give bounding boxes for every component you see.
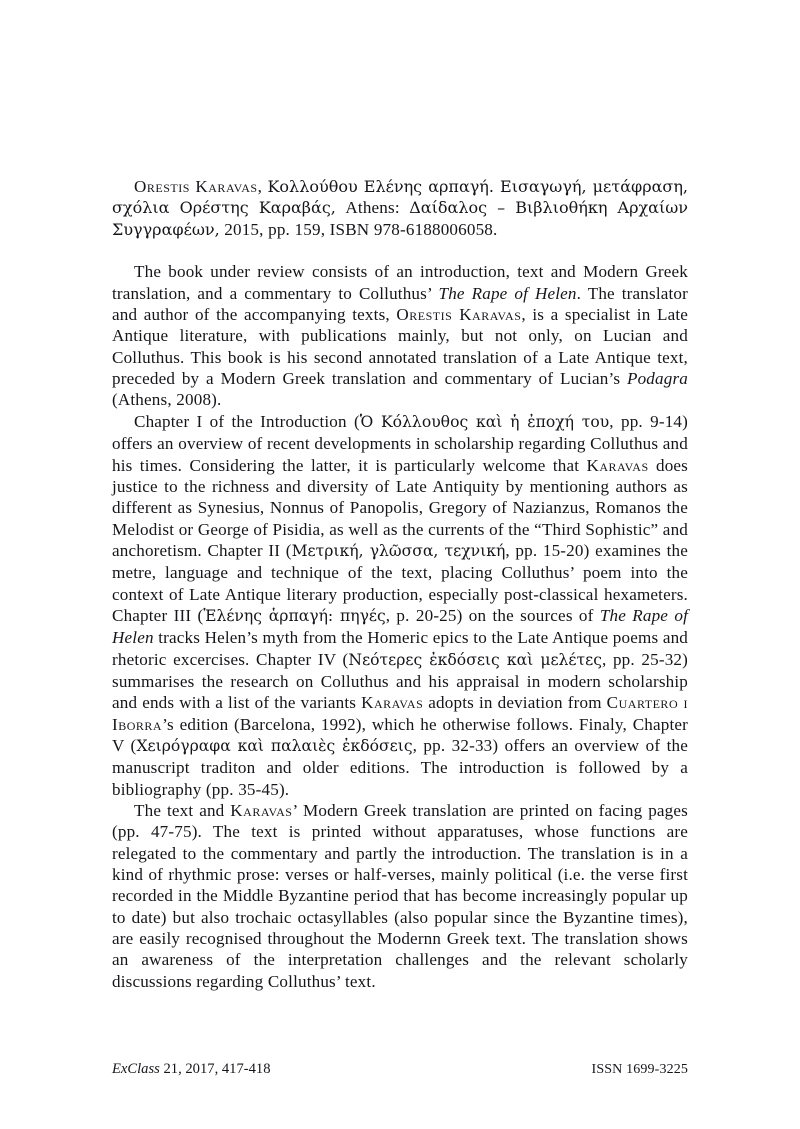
paragraph-1 <box>112 261 688 410</box>
paragraph-3 <box>112 800 688 992</box>
text-run: tracks Helen’s myth from the Homeric epics to the Late Antique poems and rhetoric excercises. Chapter IV ( <box>112 628 689 669</box>
text-run: does justice to the richness and diversity of Late Antiquity by mentioning authors as different as Synesius, Nonnus of Panopolis, Gregory of Nazianzus, Romanos the Melodist or George of Pisidia, as well as the currents of the “Third Sophistic” and anchoretism. Chapter II ( <box>112 455 689 560</box>
footer-issn: ISSN 1699-3225 <box>591 1062 688 1077</box>
reference-pages: pp. 159, <box>268 219 326 239</box>
greek-chapter-title: Ὁ Κόλλουθος καὶ ἡ ἐποχή του <box>359 412 610 431</box>
text-run: , pp. 9-14) offers an overview of recent developments in scholarship regarding Colluthus and his times. Considering the latter, it is particularly welcome that <box>112 411 689 475</box>
smallcaps-name: Karavas <box>586 455 649 475</box>
reference-year: 2015, <box>224 219 264 239</box>
text-run: The text and <box>134 801 231 821</box>
bibliographic-reference <box>112 176 688 240</box>
text-run: (Athens, 2008). <box>112 390 222 410</box>
reference-author: Orestis <box>134 177 190 196</box>
italic-title: The Rape of Helen <box>438 283 577 303</box>
footer-journal-name: ExClass <box>112 1061 160 1077</box>
text-run: Chapter I of the Introduction ( <box>134 411 360 431</box>
reference-greek-second: σχόλια Ορέστης Καραβάς, <box>112 198 336 218</box>
footer-issue-info: 21, 2017, 417-418 <box>159 1061 271 1077</box>
text-run: , is a specialist in Late Antique literature, with publications mainly, but not only, on Lucian and Colluthus. This book is his second annotated translation of a Late Antique text, preceded by a Modern Greek translation and commentary of Lucian’s <box>112 305 689 389</box>
text-run: ’ Modern Greek translation are printed on facing pages (pp. 47-75). The text is printed without apparatuses, whose functions are relegated to the commentary and partly the introduction. The translation is in a kind of rhythmic prose: verses or half-verses, mainly political (i.e. the verse first recorded in the Middle Byzantine period that has become increasingly popular up to date) but also trochaic octasyllables (also popular since the Byzantine times), are easily recognised throughout the Modernn Greek text. The translation shows an awareness of the interpretation challenges and the relevant scholarly discussions regarding Colluthus’ text. <box>112 801 688 991</box>
reference-place: Athens: <box>345 198 400 218</box>
greek-chapter-title: Νεότερες ἐκδόσεις καὶ μελέτες <box>348 650 602 669</box>
smallcaps-name: Karavas <box>361 693 424 713</box>
smallcaps-name: Cuartero i Iborra <box>112 693 688 734</box>
greek-chapter-title: Ἑλένης ἁρπαγή: πηγές <box>203 606 386 625</box>
reference-greek-title: Κολλούθου Ελένης αρπαγή. Εισαγωγή, μετάφραση, <box>267 177 689 196</box>
smallcaps-name: Karavas <box>230 801 293 821</box>
text-run: adopts in deviation from <box>423 693 607 713</box>
greek-chapter-title: Μετρική, γλῶσσα, τεχνική <box>291 541 506 560</box>
text-run: , pp. 25-32) summarises the research on Colluthus and his appraisal in modern scholarship and ends with a list of the variants <box>112 649 689 713</box>
smallcaps-name: Orestis Karavas <box>396 305 522 325</box>
text-run: , pp. 15-20) examines the metre, language and technique of the text, placing Colluthus’ poem into the context of Late Antique literary production, especially post-classical hexameters. Chapter III ( <box>112 540 688 625</box>
reference-author-last: Karavas <box>195 177 258 196</box>
text-run: ’s edition (Barcelona, 1992), which he otherwise follows. Finaly, Chapter V ( <box>112 714 688 755</box>
reference-series: Δαίδαλος – Βιβλιοθήκη Αρχαίων Συγγραφέων, <box>112 198 689 239</box>
paragraph-2 <box>112 411 688 800</box>
greek-chapter-title: Χειρόγραφα καὶ παλαιὲς ἐκδόσεις <box>136 736 413 755</box>
text-run: . The translator and author of the accompanying texts, <box>112 283 689 325</box>
text-run: The book under review consists of an introduction, text and Modern Greek translation, and a commentary to Colluthus’ <box>112 262 688 303</box>
italic-title: The Rape of Helen <box>112 605 688 648</box>
italic-title: Podagra <box>626 369 688 389</box>
reference-comma: , <box>257 177 268 196</box>
footer-citation <box>112 1061 271 1078</box>
reference-isbn: ISBN 978-6188006058. <box>329 219 498 239</box>
page-text-block <box>112 176 688 992</box>
text-run: , pp. 32-33) offers an overview of the manuscript traditon and older editions. The introduction is followed by a bibliography (pp. 35-45). <box>112 735 689 799</box>
text-run: , p. 20-25) on the sources of <box>385 605 600 625</box>
page-footer <box>112 1061 688 1078</box>
